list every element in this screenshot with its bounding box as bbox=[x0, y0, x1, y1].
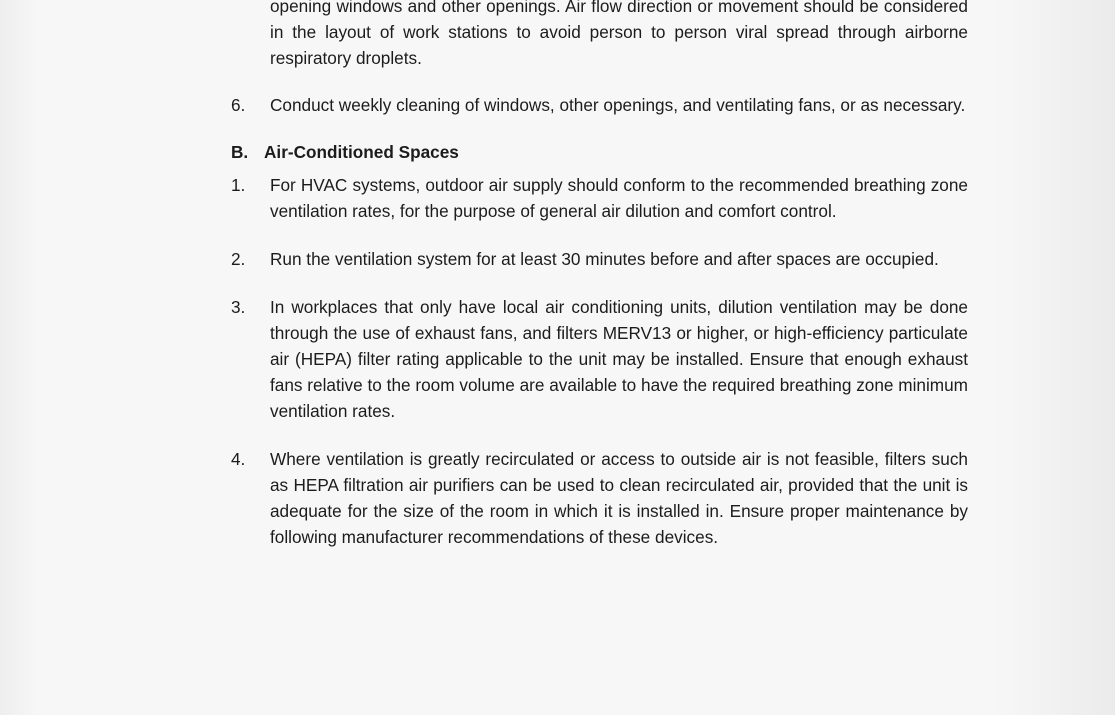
spacer bbox=[231, 272, 968, 294]
list-text: For HVAC systems, outdoor air supply should conform to the recommended breathing zone ventilation rates, for the purpose of general air dilution and comfort control. bbox=[270, 175, 968, 221]
list-number bbox=[231, 0, 270, 71]
list-number: 6. bbox=[231, 95, 246, 115]
list-text: opening windows and other openings. Air flow direction or movement should be considered in the layout of work stations to avoid person to person viral spread through airborne respiratory droplets. bbox=[270, 0, 968, 68]
list-item-b2 bbox=[231, 246, 968, 272]
list-text: Conduct weekly cleaning of windows, other openings, and ventilating fans, or as necessary. bbox=[270, 95, 966, 115]
spacer bbox=[231, 424, 968, 446]
list-item-b4 bbox=[231, 446, 968, 550]
list-number: 1. bbox=[231, 175, 246, 195]
spacer bbox=[231, 118, 968, 139]
list-number: 2. bbox=[231, 249, 246, 269]
list-item-5-continued bbox=[231, 0, 968, 71]
list-item-b3 bbox=[231, 294, 968, 424]
list-text: In workplaces that only have local air conditioning units, dilution ventilation may be done through the use of exhaust fans, and filters MERV13 or higher, or high-efficiency particulate air (HEPA) filter rating applicable to the unit may be installed. Ensure that enough exhaust fans relative to the room volume are available to have the required breathing zone minimum ventilation rates. bbox=[270, 297, 968, 421]
list-text: Where ventilation is greatly recirculated or access to outside air is not feasible, filters such as HEPA filtration air purifiers can be used to clean recirculated air, provided that the unit is adequate for the size of the room in which it is installed in. Ensure proper maintenance by following manufacturer recommendations of these devices. bbox=[270, 449, 968, 547]
list-item-b1 bbox=[231, 172, 968, 224]
scan-edge-right bbox=[995, 0, 1115, 715]
list-text: Run the ventilation system for at least 30 minutes before and after spaces are occupied. bbox=[270, 249, 939, 269]
list-item-6 bbox=[231, 92, 968, 118]
section-heading-b bbox=[231, 139, 968, 165]
scan-edge-left bbox=[0, 0, 40, 715]
spacer bbox=[231, 165, 968, 172]
list-number: 3. bbox=[231, 297, 246, 317]
spacer bbox=[231, 224, 968, 246]
section-title: Air-Conditioned Spaces bbox=[264, 142, 459, 162]
list-number: 4. bbox=[231, 449, 246, 469]
section-letter: B. bbox=[231, 142, 249, 162]
spacer bbox=[231, 71, 968, 92]
document-page bbox=[231, 0, 968, 550]
